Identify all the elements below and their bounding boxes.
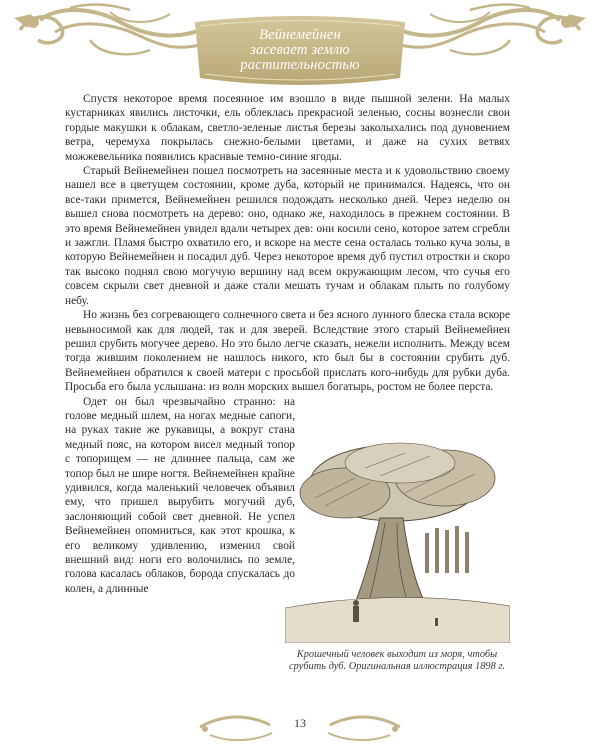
header-ornament	[0, 0, 600, 90]
page-number: 13	[294, 716, 306, 730]
chapter-title-line: Вейнемейнен	[259, 27, 341, 43]
paragraph: Старый Вейнемейнен пошел посмотреть на засеянные места и к удовольствию своему нашел все в цветущем состоянии, кроме дуба, который не принимался. Надеясь, что он все-таки примется, Вейнемейнен решился подождать несколько дней. Через неделю он вышел снова посмотреть на дерево: оно, однако же, находилось в прежнем состоянии. В это время Вейнемейнен увидел вдали четырех дев: они косили сено, которое затем сгребли и зажгли. Пламя быстро охватило его, и вскоре на месте сена осталась только куча золы, в которую Вейнемейнен и посадил дуб. Через некоторое время дуб пустил отростки и скоро так высоко поднял свою могучую вершину над всем окружающим лесом, что сучья его совсем скрыли свет дневной и даже стали мешать тучам и облакам плыть по голубому небу.	[65, 165, 510, 307]
paragraph: Спустя некоторое время посеянное им взошло в виде пышной зелени. На малых кустарниках явились листочки, ель облеклась прекрасной зеленью, сосны вознесли свои гордые макушки к облакам, светло-зеленые листья березы заколыхались под дуновением ветра, черемуха покрылась снежно-белыми цветами, и даже на сухих ветвях можжевельника появились красивые темно-синие ягоды.	[65, 93, 510, 163]
paragraph: Но жизнь без согревающего солнечного света и без ясного лунного блеска стала вскоре невыносимой как для людей, так и для зверей. Вследствие этого старый Вейнемейнен решил срубить могучее дерево. Но это было легче сказать, нежели исполнить. Между всем тогда жившим поколением не нашлось никого, кто был бы в состоянии срубить дуб. Вейнемейнен обратился к своей матери с просьбой прислать кого-нибудь для рубки дуба. Просьба его была услышана: из волн морских вышел богатырь, ростом не более перста.	[65, 309, 510, 394]
oak-tree-illustration	[285, 438, 510, 643]
chapter-title-line: засевает землю	[250, 42, 350, 58]
illustration-caption: Крошечный человек выходит из моря, чтобы срубить дуб. Оригинальная иллюстрация 1898 г.	[289, 649, 505, 673]
chapter-title	[200, 28, 400, 73]
chapter-title-line: растительностью	[240, 57, 360, 73]
oak-tree-engraving-icon	[285, 438, 510, 643]
paragraph: Одет он был чрезвычайно странно: на голове медный шлем, на ногах медные сапоги, на руках такие же рукавицы, а вокруг стана медный пояс, на котором висел медный топор с топорищем — не длиннее пальца, сам же топор был не шире ногтя. Вейнемейнен крайне удивился, когда маленький человечек объявил ему, что пришел вырубить могучий дуб, заслоняющий собой свет дневной. Не успел Вейнемейнен опомниться, как этот крошка, к его великому удивлению, изменил свой внешний вид: ноги его волочились по земле, голова касалась облаков, борода спускалась до колен, а длинные	[65, 395, 295, 595]
